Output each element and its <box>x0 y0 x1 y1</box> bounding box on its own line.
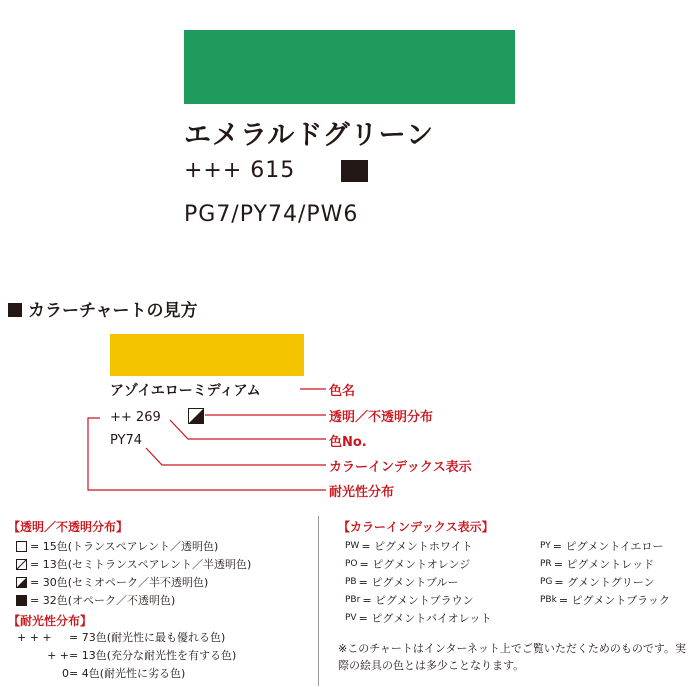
lightfastness-legend-heading: 【耐光性分布】 <box>8 614 93 628</box>
chart-guide-heading-text: カラーチャートの見方 <box>28 301 198 321</box>
transparency-legend-heading: 【透明／不透明分布】 <box>8 520 129 534</box>
label-color-index: カラーインデックス表示 <box>329 460 472 475</box>
disclaimer-note: ※このチャートはインターネット上でご覧いただくためのものです。実際の絵具の色とは多少ことなります。 <box>338 642 687 672</box>
color-index-item: PW = ピグメントホワイト <box>345 540 473 553</box>
vertical-divider <box>318 516 319 686</box>
color-index-item: PR = ピグメントレッド <box>540 558 655 571</box>
leader-line-color-index <box>146 448 326 465</box>
lightfastness-item: + + = 13色(充分な耐光性を有する色) <box>47 648 237 662</box>
color-index-right-list <box>540 537 670 609</box>
main-color-swatch <box>184 30 515 104</box>
color-index-item: PG = グメントグリーン <box>540 576 655 589</box>
color-index-item: PO = ピグメントオレンジ <box>345 558 471 571</box>
color-index-item: PY = ピグメントイエロー <box>540 540 664 553</box>
semi-opaque-square-icon <box>16 577 27 588</box>
label-color-name: 色名 <box>329 384 356 399</box>
semi-opaque-square-icon <box>188 408 204 424</box>
color-index-item: PBk = ピグメントブラック <box>540 594 670 607</box>
legend-item: = 32色(オペーク／不透明色) <box>16 591 251 609</box>
sample-color-swatch <box>110 334 304 376</box>
legend-item: = 13色(セミトランスペアレント／半透明色) <box>16 555 251 573</box>
color-index-item: PB = ピグメントブルー <box>345 576 459 589</box>
opaque-square-icon <box>16 595 27 606</box>
legend-item: = 30色(セミオペーク／半不透明色) <box>16 573 251 591</box>
chart-guide-heading <box>8 296 198 321</box>
color-index-left-list <box>345 537 492 627</box>
label-transparency: 透明／不透明分布 <box>329 410 434 425</box>
main-color-code: +++ 615 <box>184 158 296 183</box>
label-lightfastness: 耐光性分布 <box>329 485 395 500</box>
black-square-bullet-icon <box>8 303 22 317</box>
main-color-name: エメラルドグリーン <box>184 120 435 151</box>
opaque-square-icon <box>341 160 368 182</box>
transparent-square-icon <box>16 541 27 552</box>
sample-color-name: アゾイエローミディアム <box>110 383 261 399</box>
main-color-pigments: PG7/PY74/PW6 <box>184 202 359 227</box>
lightfastness-item: 0 = 4色(耐光性に劣る色) <box>62 666 186 680</box>
legend-item: = 15色(トランスペアレント／透明色) <box>16 537 251 555</box>
transparency-legend-list <box>16 537 251 609</box>
color-index-item: PV = ピグメントバイオレット <box>345 612 492 625</box>
sample-color-code: ++ 269 <box>110 410 161 425</box>
color-index-item: PBr = ピグメントブラウン <box>345 594 474 607</box>
label-color-no: 色No. <box>329 435 367 450</box>
color-index-heading: 【カラーインデックス表示】 <box>338 520 494 534</box>
lightfastness-item: + + + = 73色(耐光性に最も優れる色) <box>17 630 226 644</box>
leader-line-lightfastness <box>88 418 326 490</box>
semi-transparent-square-icon <box>16 559 27 570</box>
sample-color-pigment: PY74 <box>110 433 143 448</box>
